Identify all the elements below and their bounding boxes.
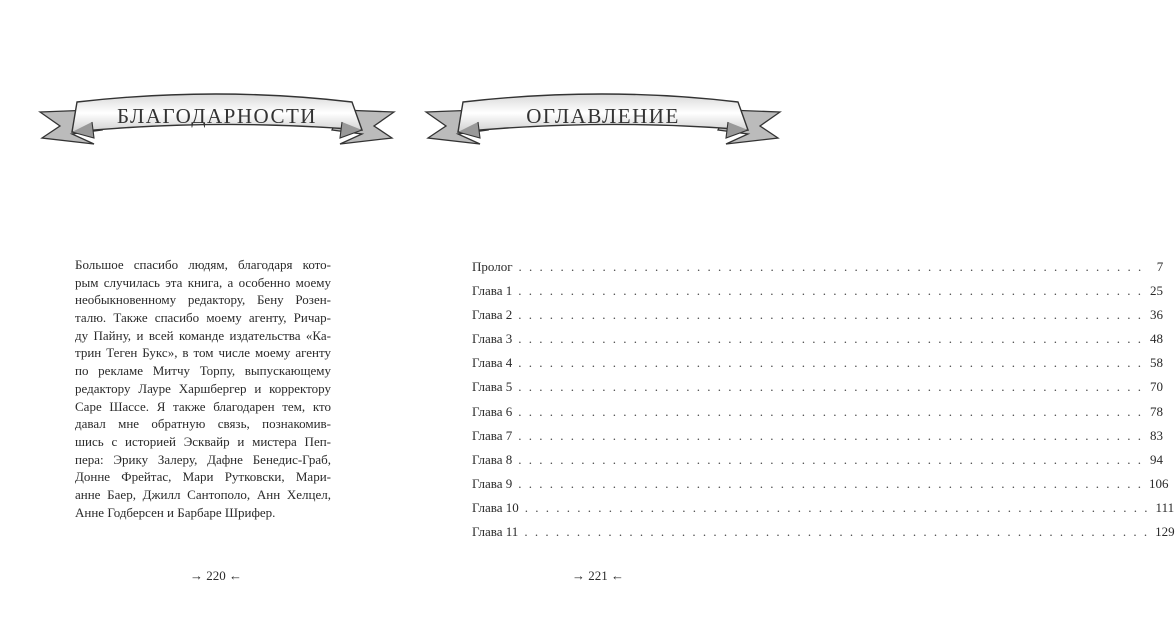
toc-entry-page: 106 xyxy=(1149,475,1169,491)
toc-entry xyxy=(472,283,1164,307)
text-line: необыкновенному редактору, Бену Розен- xyxy=(75,292,331,308)
toc-entry xyxy=(472,379,1164,403)
toc-leader-dots: . . . . . . . . . . . . . . . . . . . . . . . . . . . . . . . . . . . . . . . . . . . . . . . . . . . . . . . . . . . . xyxy=(518,355,1144,371)
text-line: Донне Фрейтас, Мари Рутковски, Мари- xyxy=(75,469,331,485)
text-line: Большое спасибо людям, благодаря кото- xyxy=(75,257,331,272)
heading-banner-contents xyxy=(418,82,788,158)
text-line: давал мне обратную связь, познакомив- xyxy=(75,416,331,432)
toc-leader-dots: . . . . . . . . . . . . . . . . . . . . . . . . . . . . . . . . . . . . . . . . . . . . . . . . . . . . . . . . . . . . xyxy=(518,379,1144,395)
page-number-right: → 221 ← xyxy=(572,568,624,583)
heading-banner-acknowledgements xyxy=(32,82,402,158)
toc-entry-label: Глава 8 xyxy=(472,451,513,467)
toc-leader-dots: . . . . . . . . . . . . . . . . . . . . . . . . . . . . . . . . . . . . . . . . . . . . . . . . . . . . . . . . . . . . xyxy=(518,283,1144,299)
toc-entry-label: Пролог xyxy=(472,259,513,274)
toc-entry xyxy=(472,475,1169,500)
toc-entry-label: Глава 4 xyxy=(472,355,513,371)
toc-entry-label: Глава 10 xyxy=(472,499,519,515)
toc-entry xyxy=(472,307,1164,331)
toc-leader-dots: . . . . . . . . . . . . . . . . . . . . . . . . . . . . . . . . . . . . . . . . . . . . . . . . . . . . . . . . . . . . xyxy=(518,451,1144,467)
toc-entry-page: 7 xyxy=(1156,259,1164,274)
text-line: пера: Эрику Залеру, Дафне Бенедис-Граб, xyxy=(75,451,331,467)
page-number-left: → 220 ← xyxy=(190,568,242,583)
toc-leader-dots: . . . . . . . . . . . . . . . . . . . . . . . . . . . . . . . . . . . . . . . . . . . . . . . . . . . . . . . . . . . . xyxy=(518,259,1144,274)
toc-leader-dots: . . . . . . . . . . . . . . . . . . . . . . . . . . . . . . . . . . . . . . . . . . . . . . . . . . . . . . . . . . . . xyxy=(518,427,1144,443)
toc-entry xyxy=(472,524,1175,548)
text-line: анне Баер, Джилл Сантополо, Анн Хелцел, xyxy=(75,486,331,502)
toc-entry xyxy=(472,499,1175,524)
toc-entry-label: Глава 7 xyxy=(472,427,513,443)
toc-entry xyxy=(472,259,1164,283)
toc-leader-dots: . . . . . . . . . . . . . . . . . . . . . . . . . . . . . . . . . . . . . . . . . . . . . . . . . . . . . . . . . . . . xyxy=(524,524,1150,540)
toc-entry-page: 94 xyxy=(1150,451,1164,467)
text-line: Саре Шассе. Я также благодарен тем, кто xyxy=(75,398,331,414)
toc-entry xyxy=(472,355,1164,379)
toc-entry-label: Глава 2 xyxy=(472,307,513,323)
acknowledgements-text xyxy=(75,256,331,521)
toc-entry-page: 48 xyxy=(1150,331,1164,347)
toc-entry-label: Глава 6 xyxy=(472,403,513,419)
heading-contents: ОГЛАВЛЕНИЕ xyxy=(526,104,680,128)
table-of-contents xyxy=(472,259,1175,548)
toc-entry-page: 70 xyxy=(1150,379,1164,395)
text-line: рым случилась эта книга, а особенно моему xyxy=(75,274,331,290)
text-line: по рекламе Митчу Торпу, выпускающему xyxy=(75,363,331,379)
text-line: ду Пайну, и всей команде издательства «Ка- xyxy=(75,327,331,343)
text-line: Анне Годберсен и Барбаре Шрифер. xyxy=(75,504,276,520)
toc-entry-page: 129 xyxy=(1155,524,1175,540)
toc-entry xyxy=(472,403,1164,428)
toc-entry-label: Глава 11 xyxy=(472,524,519,540)
toc-entry-page: 83 xyxy=(1150,427,1164,443)
toc-leader-dots: . . . . . . . . . . . . . . . . . . . . . . . . . . . . . . . . . . . . . . . . . . . . . . . . . . . . . . . . . . . . xyxy=(518,331,1144,347)
toc-entry-label: Глава 3 xyxy=(472,331,513,347)
toc-leader-dots: . . . . . . . . . . . . . . . . . . . . . . . . . . . . . . . . . . . . . . . . . . . . . . . . . . . . . . . . . . . . xyxy=(518,475,1144,491)
text-line: талю. Также спасибо моему агенту, Ричар- xyxy=(75,310,331,326)
toc-entry-label: Глава 1 xyxy=(472,283,513,299)
heading-acknowledgements: БЛАГОДАРНОСТИ xyxy=(117,104,317,128)
toc-entry xyxy=(472,427,1164,452)
toc-entry-page: 36 xyxy=(1150,307,1164,323)
toc-leader-dots: . . . . . . . . . . . . . . . . . . . . . . . . . . . . . . . . . . . . . . . . . . . . . . . . . . . . . . . . . . . . xyxy=(518,403,1144,419)
text-line: трин Теген Букс», в том числе моему агенту xyxy=(75,345,331,361)
toc-entry xyxy=(472,451,1164,476)
toc-leader-dots: . . . . . . . . . . . . . . . . . . . . . . . . . . . . . . . . . . . . . . . . . . . . . . . . . . . . . . . . . . . . xyxy=(518,307,1144,323)
toc-entry-label: Глава 5 xyxy=(472,379,513,395)
toc-entry xyxy=(472,331,1164,355)
text-line: редактору Лауре Харшбергер и корректору xyxy=(75,380,331,396)
toc-entry-page: 78 xyxy=(1150,403,1164,419)
toc-leader-dots: . . . . . . . . . . . . . . . . . . . . . . . . . . . . . . . . . . . . . . . . . . . . . . . . . . . . . . . . . . . . xyxy=(524,499,1150,515)
toc-entry-page: 111 xyxy=(1155,499,1175,515)
toc-entry-page: 58 xyxy=(1150,355,1164,371)
text-line: шись с историей Эсквайр и мистера Пеп- xyxy=(75,433,331,449)
toc-entry-page: 25 xyxy=(1150,283,1164,299)
toc-entry-label: Глава 9 xyxy=(472,475,513,491)
